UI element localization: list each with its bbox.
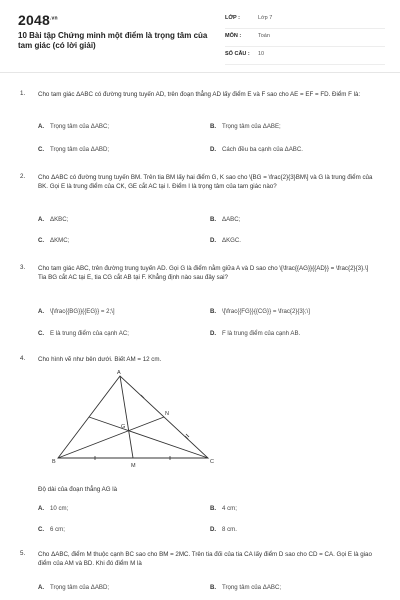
logo-text: 2048: [18, 12, 50, 28]
site-logo[interactable]: [18, 12, 58, 28]
option-c[interactable]: [38, 146, 109, 153]
question-number: 3.: [20, 264, 26, 271]
option-a[interactable]: [38, 505, 68, 512]
option-letter: D.: [210, 146, 217, 153]
option-text: \[\frac{{FG}}{{CG}} = \frac{2}{3};\]: [222, 308, 310, 315]
option-letter: B.: [210, 123, 217, 130]
option-d[interactable]: [210, 237, 241, 244]
meta-row-subject: [225, 31, 385, 47]
option-d[interactable]: [210, 330, 300, 337]
meta-table: [225, 13, 385, 67]
question-number: 4.: [20, 355, 26, 362]
option-text: 10 cm;: [50, 505, 69, 512]
meta-key: LỚP :: [225, 15, 240, 21]
option-b[interactable]: [210, 584, 281, 591]
option-letter: D.: [210, 526, 217, 533]
option-text: Trọng tâm của ΔABE;: [222, 123, 281, 130]
option-text: Trọng tâm của ΔABC;: [222, 584, 282, 591]
option-text: ΔKGC.: [222, 237, 241, 244]
option-b[interactable]: [210, 308, 310, 315]
option-text: 6 cm;: [50, 526, 65, 533]
option-b[interactable]: [210, 216, 240, 223]
option-text: Trọng tâm của ΔABC;: [50, 123, 110, 130]
question-text: Cho tam giác ABC, trên đường trung tuyến AD. Gọi G là điểm nằm giữa A và D sao cho \[\frac{{AG}}{{AD}} = \frac{2}{3}.\] Tia BG cắt AC tại E, tia CG cắt AB tại F. Khẳng định nào sau đây sai?: [38, 265, 369, 281]
option-text: 4 cm;: [222, 505, 237, 512]
option-letter: A.: [38, 505, 45, 512]
option-letter: B.: [210, 216, 217, 223]
option-letter: B.: [210, 308, 217, 315]
option-letter: A.: [38, 216, 45, 223]
option-text: ΔABC;: [222, 216, 241, 223]
meta-value: 10: [258, 51, 265, 57]
question-4-subtext: Độ dài của đoạn thẳng AG là: [38, 486, 118, 493]
label-m: M: [131, 463, 136, 469]
option-text: 8 cm.: [222, 526, 237, 533]
option-letter: A.: [38, 123, 45, 130]
option-text: F là trung điểm của cạnh AB.: [222, 330, 301, 337]
meta-key: SỐ CÂU :: [225, 51, 250, 57]
option-c[interactable]: [38, 330, 129, 337]
option-text: Trọng tâm của ΔABD;: [50, 146, 110, 153]
option-letter: C.: [38, 330, 45, 337]
median-am: [120, 376, 133, 458]
option-c[interactable]: [38, 237, 69, 244]
label-g: G: [121, 424, 126, 430]
option-letter: D.: [210, 237, 217, 244]
option-a[interactable]: [38, 123, 109, 130]
option-b[interactable]: [210, 123, 281, 130]
option-a[interactable]: [38, 584, 109, 591]
page-header: [0, 0, 400, 73]
option-text: E là trung điểm của cạnh AC;: [50, 330, 129, 337]
option-letter: C.: [38, 526, 45, 533]
question-text: Cho tam giác ΔABC có đường trung tuyến AD, trên đoạn thẳng AD lấy điểm E và F sao cho AE = EF = FD. Điểm F là:: [38, 91, 361, 98]
label-a: A: [117, 370, 121, 376]
question-text: Cho ΔABC, điểm M thuộc cạnh BC sao cho BM = 2MC. Trên tia đối của tia CA lấy điểm D sao cho CD = CA. Gọi E là giao điểm của AM và BD. Khi đó điểm M là: [38, 551, 372, 567]
label-c: C: [210, 459, 214, 465]
option-text: \[\frac{{BG}}{{EG}} = 2;\]: [50, 308, 115, 315]
tick-mark: [186, 434, 189, 437]
option-text: Cách đều ba cạnh của ΔABC.: [222, 146, 303, 153]
option-c[interactable]: [38, 526, 65, 533]
question-number: 2.: [20, 173, 26, 180]
option-text: ΔKBC;: [50, 216, 69, 223]
option-text: Trọng tâm của ΔABD;: [50, 584, 110, 591]
label-b: B: [52, 459, 56, 465]
option-letter: C.: [38, 146, 45, 153]
triangle-abc: [58, 376, 208, 458]
meta-value: Lớp 7: [258, 15, 273, 21]
option-b[interactable]: [210, 505, 237, 512]
option-a[interactable]: [38, 308, 115, 315]
option-letter: A.: [38, 584, 45, 591]
logo-suffix: .vn: [49, 15, 58, 22]
label-n: N: [165, 411, 169, 417]
triangle-figure: [38, 368, 218, 473]
option-d[interactable]: [210, 146, 303, 153]
option-text: ΔKMC;: [50, 237, 70, 244]
question-number: 1.: [20, 90, 26, 97]
option-letter: B.: [210, 584, 217, 591]
meta-row-count: [225, 49, 385, 65]
meta-row-class: [225, 13, 385, 29]
option-a[interactable]: [38, 216, 68, 223]
option-letter: A.: [38, 308, 45, 315]
option-d[interactable]: [210, 526, 237, 533]
option-letter: D.: [210, 330, 217, 337]
option-letter: C.: [38, 237, 45, 244]
document-title: 10 Bài tập Chứng minh một điểm là trọng tâm của tam giác (có lời giải): [18, 31, 208, 50]
option-letter: B.: [210, 505, 217, 512]
question-number: 5.: [20, 550, 26, 557]
question-text: Cho hình vẽ như bên dưới. Biết AM = 12 cm.: [38, 356, 162, 363]
question-text: Cho ΔABC có đường trung tuyến BM. Trên tia BM lấy hai điểm G, K sao cho \[BG = \frac{2}{3}BM\] và G là trung điểm của BK. Gọi E là trung điểm của CK, GE cắt AC tại I. Điểm I là trọng tâm của tam giác nào?: [38, 174, 373, 190]
meta-value: Toán: [258, 33, 270, 39]
meta-key: MÔN :: [225, 33, 242, 39]
